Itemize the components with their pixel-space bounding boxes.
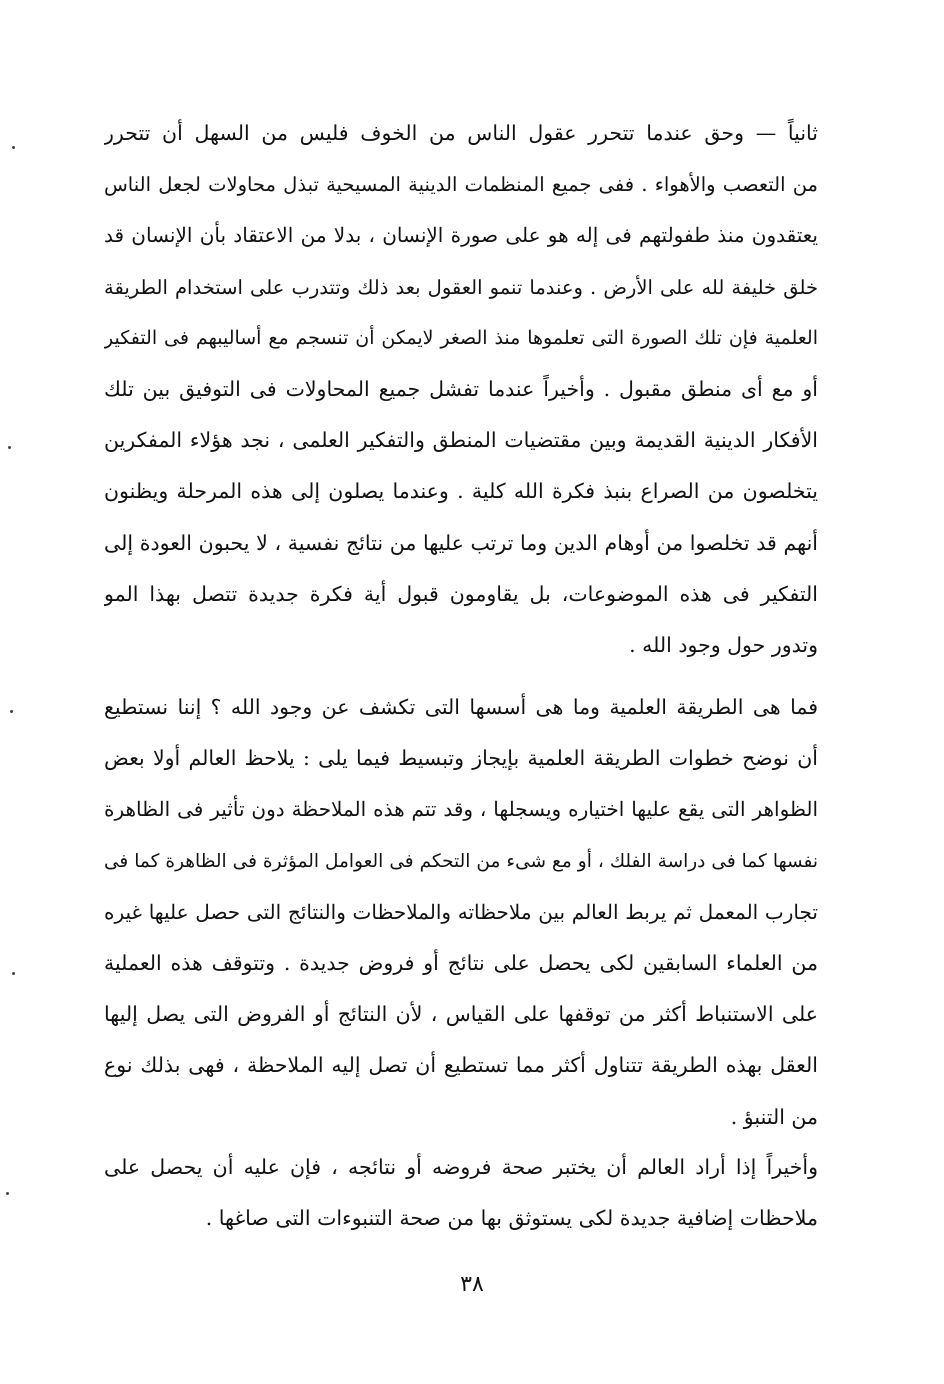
text-line: الظواهر التى يقع عليها اختياره ويسجلها ، وقد تتم هذه الملاحظة دون تأثير فى الظاهرة [104, 797, 818, 822]
scan-speck [8, 446, 11, 449]
text-line: أنهم قد تخلصوا من أوهام الدين وما ترتب عليها من نتائج نفسية ، لا يحبون العودة إلى [104, 530, 818, 555]
text-line: من العلماء السابقين لكى يحصل على نتائج أو فروض جديدة . وتتوقف هذه العملية [104, 950, 818, 975]
text-line: خلق خليفة لله على الأرض . وعندما تنمو العقول بعد ذلك وتتدرب على استخدام الطريقة [104, 275, 818, 299]
scan-speck [10, 710, 13, 713]
text-line: على الاستنباط أكثر من توقفها على القياس ، لأن النتائج أو الفروض التى يصل إليها [104, 1002, 818, 1027]
text-line: ملاحظات إضافية جديدة لكى يستوثق بها من صحة التنبوءات التى صاغها . [205, 1206, 818, 1231]
text-line: نفسها كما فى دراسة الفلك ، أو مع شىء من التحكم فى العوامل المؤثرة فى الظاهرة كما فى [104, 850, 818, 872]
text-line: العلمية فإن تلك الصورة التى تعلموها منذ الصغر لايمكن أن تنسجم مع أساليبهم فى التفكير [104, 326, 818, 349]
text-line: فما هى الطريقة العلمية وما هى أسسها التى تكشف عن وجود الله ؟ إننا نستطيع [104, 695, 818, 719]
text-line: الأفكار الدينية القديمة وبين مقتضيات المنطق والتفكير العلمى ، نجد هؤلاء المفكرين [104, 428, 818, 453]
text-line: وأخيراً إذا أراد العالم أن يختبر صحة فروضه أو نتائجه ، فإن عليه أن يحصل على [104, 1155, 818, 1179]
text-line: أن نوضح خطوات الطريقة العلمية بإيجاز وتبسيط فيما يلى : يلاحظ العالم أولا بعض [104, 746, 818, 771]
text-line: ثانياً — وحق عندما تتحرر عقول الناس من الخوف فليس من السهل أن تتحرر [104, 121, 818, 145]
scan-speck [12, 146, 15, 149]
text-line: يعتقدون منذ طفولتهم فى إله هو على صورة الإنسان ، بدلا من الاعتقاد بأن الإنسان قد [104, 223, 818, 248]
text-line: يتخلصون من الصراع بنبذ فكرة الله كلية . وعندما يصلون إلى هذه المرحلة ويظنون [104, 479, 818, 504]
page-number: ٣٨ [460, 1272, 484, 1297]
scan-speck [6, 1192, 9, 1195]
text-line: من التعصب والأهواء . ففى جميع المنظمات الدينية المسيحية تبذل محاولات لجعل الناس [104, 173, 818, 197]
scan-speck [12, 972, 15, 975]
text-line: من التنبؤ . [730, 1104, 818, 1129]
text-line: التفكير فى هذه الموضوعات، بل يقاومون قبول أية فكرة جديدة تتصل بهذا المو [104, 581, 818, 606]
paragraph-2 [104, 682, 818, 1143]
paragraph-1 [104, 108, 818, 671]
text-line: تجارب المعمل ثم يربط العالم بين ملاحظاته والملاحظات والنتائج التى حصل عليها غيره [104, 899, 818, 924]
text-line: العقل بهذه الطريقة تتناول أكثر مما تستطيع أن تصل إليه الملاحظة ، فهى بذلك نوع [104, 1053, 818, 1078]
paragraph-3 [104, 1142, 818, 1244]
text-line: أو مع أى منطق مقبول . وأخيراً عندما تفشل جميع المحاولات فى التوفيق بين تلك [104, 376, 818, 401]
text-line: وتدور حول وجود الله . [629, 632, 818, 657]
